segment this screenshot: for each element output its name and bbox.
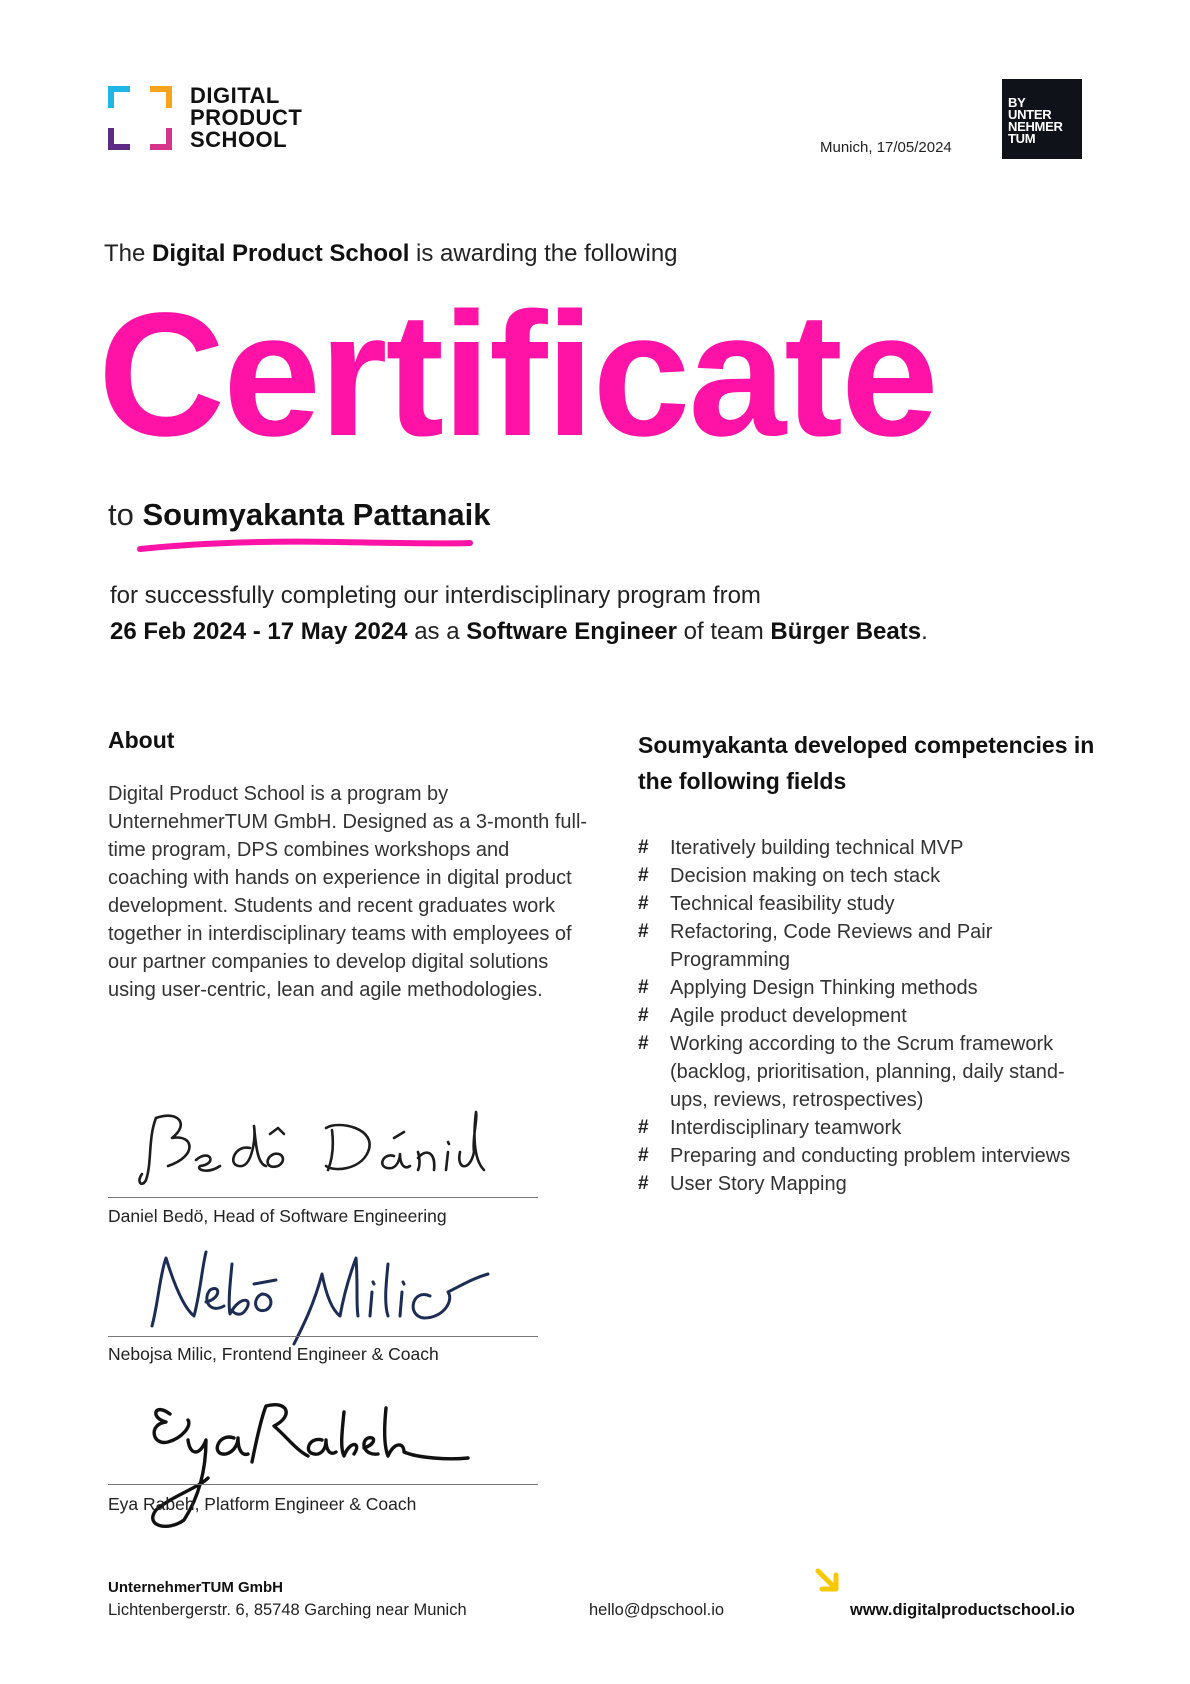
list-item: # Iteratively building technical MVP (638, 834, 1078, 862)
list-item: # Working according to the Scrum framework (backlog, prioritisation, planning, daily stand-ups, reviews, retrospectives) (638, 1030, 1078, 1114)
about-text: Digital Product School is a program by UnternehmerTUM GmbH. Designed as a 3-month full-time program, DPS combines workshops and coaching with hands on experience in digital product development. Students and recent graduates work together in interdisciplinary teams with employees of our partner companies to develop digital solutions using user-centric, lean and agile methodologies. (108, 783, 588, 1001)
dps-logo-mark-icon (108, 86, 172, 150)
footer-website-link[interactable]: www.digitalproductschool.io (850, 1601, 1075, 1619)
list-item: # Applying Design Thinking methods (638, 974, 1078, 1002)
program-dates: 26 Feb 2024 - 17 May 2024 (110, 618, 408, 645)
signature-milic-image (144, 1244, 504, 1354)
signature-caption-milic: Nebojsa Milic, Frontend Engineer & Coach (108, 1344, 439, 1364)
signature-bedo-image (138, 1108, 498, 1190)
hash-bullet-icon: # (638, 921, 649, 942)
hash-bullet-icon: # (638, 1173, 649, 1194)
list-item: # User Story Mapping (638, 1170, 1078, 1198)
signature-caption-bedo: Daniel Bedö, Head of Software Engineering (108, 1206, 447, 1226)
footer-email-link[interactable]: hello@dpschool.io (589, 1601, 725, 1619)
signature-block-bedo (108, 1100, 538, 1226)
arrow-down-right-icon (812, 1565, 844, 1597)
signature-block-milic (108, 1240, 538, 1370)
footer-company: UnternehmerTUM GmbH (108, 1579, 284, 1596)
dps-logo (108, 85, 302, 151)
unternehmertum-logo: BY UNTER NEHMER TUM (1002, 79, 1082, 159)
hash-bullet-icon: # (638, 837, 649, 858)
recipient-line: to Soumyakanta Pattanaik (108, 497, 491, 532)
list-item: # Refactoring, Code Reviews and Pair Programming (638, 918, 1078, 974)
list-item: # Preparing and conducting problem interviews (638, 1142, 1078, 1170)
list-item: # Interdisciplinary teamwork (638, 1114, 1078, 1142)
hash-bullet-icon: # (638, 1117, 649, 1138)
participant-role: Software Engineer (466, 618, 677, 645)
issue-date: Munich, 17/05/2024 (820, 139, 952, 156)
signature-line (108, 1484, 538, 1485)
hash-bullet-icon: # (638, 1005, 649, 1026)
team-name: Bürger Beats (770, 618, 922, 645)
signature-block-rabeh (108, 1392, 538, 1532)
recipient-underline-swoosh (136, 536, 476, 554)
competencies-list (638, 834, 1078, 1198)
org-name: Digital Product School (152, 240, 410, 267)
about-heading: About (108, 727, 175, 753)
dps-logo-text: DIGITAL PRODUCT SCHOOL (190, 83, 303, 152)
list-item: # Decision making on tech stack (638, 862, 1078, 890)
list-item: # Technical feasibility study (638, 890, 1078, 918)
recipient-name: Soumyakanta Pattanaik (142, 497, 491, 532)
hash-bullet-icon: # (638, 865, 649, 886)
hash-bullet-icon: # (638, 893, 649, 914)
signature-line (108, 1336, 538, 1337)
signature-line (108, 1197, 538, 1198)
completion-statement: for successfully completing our interdisciplinary program from 26 Feb 2024 - 17 May 2024 as a Software Engineer of team Bürger Beats. (110, 582, 928, 645)
hash-bullet-icon: # (638, 977, 649, 998)
hash-bullet-icon: # (638, 1033, 649, 1054)
signature-caption-rabeh: Eya Rabeh, Platform Engineer & Coach (108, 1494, 417, 1514)
competencies-heading: Soumyakanta developed competencies in the following fields (638, 732, 1095, 794)
hash-bullet-icon: # (638, 1145, 649, 1166)
footer-address: Lichtenbergerstr. 6, 85748 Garching near Munich (108, 1601, 467, 1619)
awarding-line: The Digital Product School is awarding the following (104, 240, 678, 267)
list-item: # Agile product development (638, 1002, 1078, 1030)
certificate-title: Certificate (98, 277, 937, 473)
